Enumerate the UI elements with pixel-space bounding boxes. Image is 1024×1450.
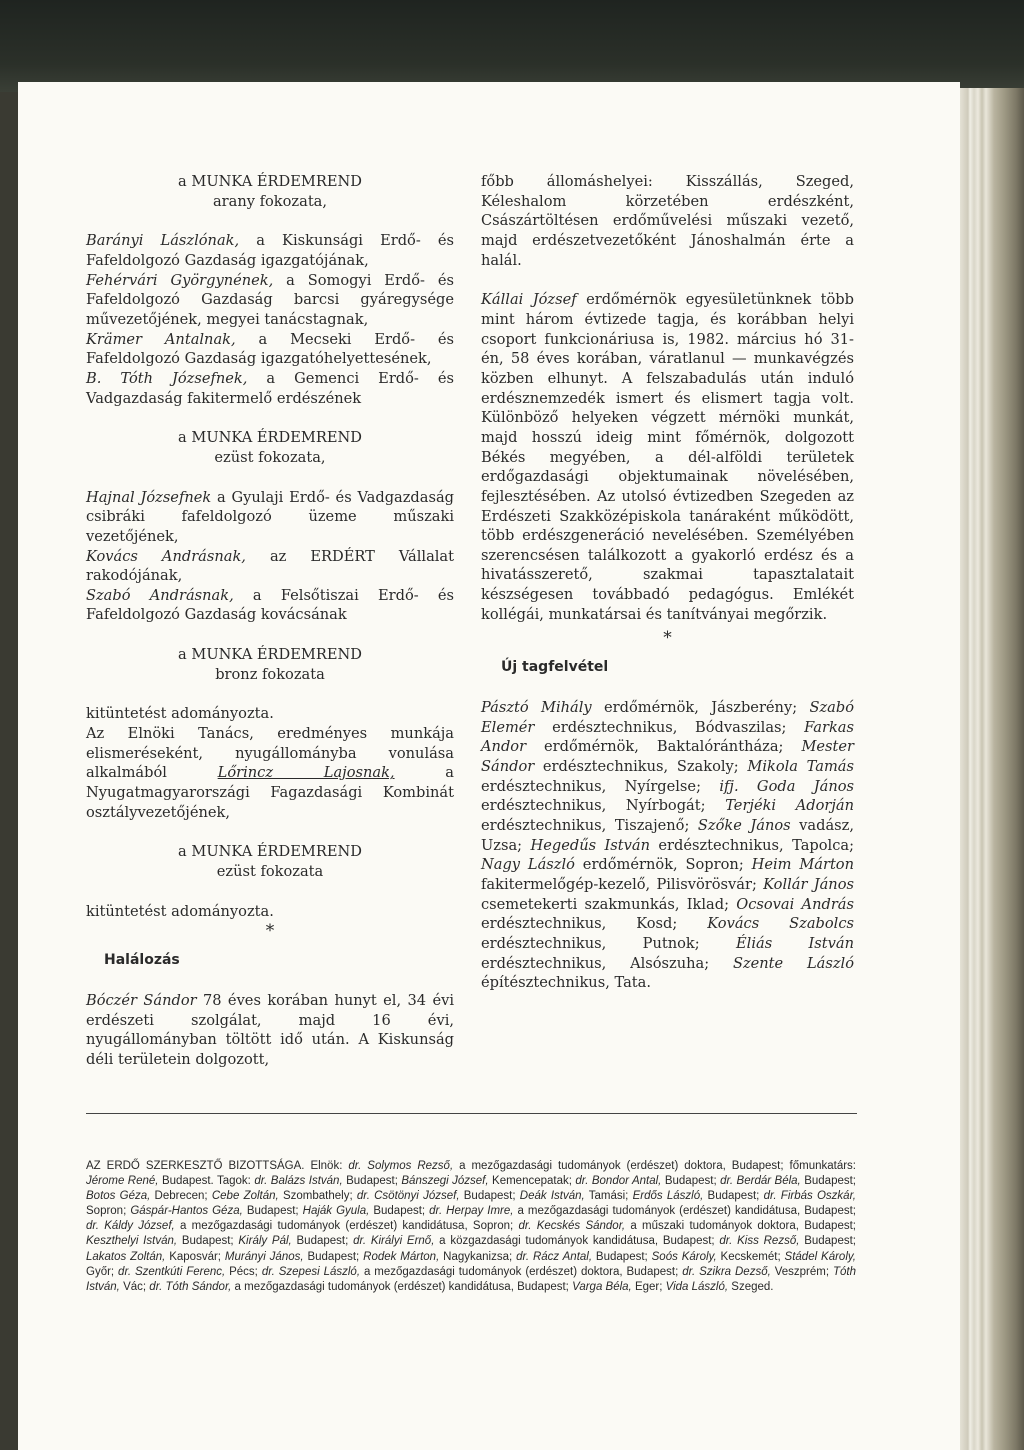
board-member-details: Győr; [86,1265,119,1278]
board-member-details: Szeged. [728,1280,774,1293]
recipient-name: Lőrincz Lajosnak, [217,764,395,782]
board-member-details: a mezőgazdasági tudományok (erdészet) doktora, Budapest; [360,1265,683,1278]
board-member-details: Kemencepatak; [488,1175,576,1188]
section-title-uj-tagfelvetel: Új tagfelvétel [501,659,609,676]
board-member-details: a mezőgazdasági tudományok (erdészet) kandidátusa, Budapest; [513,1205,856,1218]
board-member-name: dr. Firbás Oszkár, [763,1190,856,1203]
board-member-details: Kaposvár; [165,1250,225,1263]
board-member-name: Lakatos Zoltán, [86,1250,166,1263]
recipient-entry [86,547,454,586]
section-separator: * [265,921,275,942]
board-member-name: Deák István, [519,1190,585,1203]
award-grade: bronz fokozata [215,665,325,683]
recipient-text: a Mecseki Erdő- és Fafeldolgozó Gazdaság igazgatóhelyettesének, [86,330,454,368]
board-member-name: Murányi János, [224,1250,304,1263]
award-heading: a MUNKA ÉRDEMREND [178,646,362,664]
editorial-board-lead: AZ ERDŐ SZERKESZTŐ BIZOTTSÁGA. Elnök: [86,1160,349,1172]
board-member-name: dr. Bondor Antal, [575,1175,662,1188]
recipient-entry [86,369,454,408]
award-recipients [86,488,454,626]
board-member-name: Rodek Márton, [363,1250,440,1263]
book-page-edges [960,88,1024,1450]
elnoki-text: Az Elnöki Tanács, eredményes munkája elismeréseként, nyugállományba vonulása alkalmából [86,725,454,782]
board-member-details: Budapest; [242,1205,303,1218]
award-conclusion: kitüntetést adományozta. [86,902,274,920]
board-member-name: Varga Béla, [572,1280,632,1293]
recipient-name: Hajnal Józsefnek [86,488,212,506]
award-recipients [86,231,454,408]
member-name: Szőke János [697,817,791,835]
board-member-details: Vác; [119,1280,150,1293]
member-details: erdőmérnök, Baktalórántháza; [526,738,802,756]
board-member-name: dr. Balázs István, [254,1175,343,1188]
board-member-details: Pécs; [225,1265,262,1278]
recipient-entry [86,488,454,547]
board-member-details: Budapest; [177,1235,239,1248]
recipient-text: a Felsőtiszai Erdő- és Fafeldolgozó Gazdaság kovácsának [86,586,454,624]
section-title-halalozas: Halálozás [104,952,180,969]
board-member-details: Budapest; [459,1190,520,1203]
recipient-entry [86,271,454,330]
obituary-text: 78 éves korában hunyt el, 34 évi erdészeti szolgálat, majd 16 évi, nyugállományban töltött idő után. A Kiskunság déli területein dolgozott, [86,992,454,1068]
member-name: Szabó Elemér [481,699,854,736]
obituary-boczer [86,991,454,1070]
recipient-entry [86,330,454,369]
member-name: Terjéki Adorján [725,797,855,815]
board-member-details: Budapest; [303,1250,364,1263]
board-member-details: Budapest; [369,1205,430,1218]
member-details: erdésztechnikus, Bódvaszilas; [534,718,805,736]
member-details: fakitermelőgép-kezelő, Pilisvörösvár; [481,876,764,893]
member-details: erdésztechnikus, Kosd; [481,915,708,933]
member-details: erdésztechnikus, Alsószuha; [481,954,733,972]
member-details: építésztechnikus, Tata. [481,974,651,992]
board-member-details: Budapest; [800,1175,856,1188]
board-member-details: Budapest; [799,1235,856,1248]
member-name: Mester Sándor [481,738,854,776]
board-member-name: dr. Berdár Béla, [720,1175,801,1188]
section-separator: * [663,628,672,649]
board-member-details: Nagykanizsa; [439,1250,517,1263]
board-member-name: dr. Rácz Antal, [516,1250,593,1263]
recipient-name: Fehérvári Györgynének, [86,271,274,289]
deceased-name: Bóczér Sándor [86,992,197,1009]
recipient-text: a Gyulaji Erdő- és Vadgazdaság csibráki fafeldolgozó üzeme műszaki vezetőjének, [86,488,455,545]
board-member-name: Gáspár-Hantos Géza, [130,1205,243,1218]
board-member-name: dr. Szentkúti Ferenc, [118,1265,226,1278]
recipient-name: Szabó Andrásnak, [86,586,234,604]
board-member-name: dr. Szikra Dezső, [682,1265,771,1278]
member-name: Mikola Tamás [747,758,854,776]
board-member-details: Kecskemét; [716,1250,785,1263]
left-column [86,172,454,1070]
board-member-name: dr. Herpay Imre, [429,1205,514,1218]
board-member-details: a mezőgazdasági tudományok (erdészet) kandidátusa, Budapest; [231,1280,573,1293]
member-details: erdésztechnikus, Putnok; [481,934,737,952]
board-member-name: Haják Gyula, [302,1205,370,1218]
board-member-name: Tóth István, [86,1265,856,1293]
board-member-name: Erdős László, [632,1190,704,1203]
board-member-name: dr. Csötönyi József, [356,1190,460,1203]
board-member-details: Budapest; [703,1190,764,1203]
editorial-board-members [86,1160,856,1293]
new-members-list [481,698,854,993]
editorial-board [86,1159,856,1295]
recipient-text: a Kiskunsági Erdő- és Fafeldolgozó Gazdaság igazgatójának, [86,232,454,269]
recipient-name: B. Tóth Józsefnek, [86,369,248,387]
board-member-details: Budapest; [661,1175,721,1188]
board-member-details: Tamási; [584,1190,633,1203]
board-member-details: Budapest; [592,1250,652,1263]
recipient-text: a Gemenci Erdő- és Vadgazdaság fakitermelő erdészének [86,369,454,407]
member-name: Nagy László [481,856,575,874]
board-member-name: dr. Kiss Rezső, [719,1235,800,1248]
recipient-name: Barányi Lászlónak, [86,232,240,250]
award-heading: a MUNKA ÉRDEMREND [178,173,362,190]
board-member-details: a mezőgazdasági tudományok (erdészet) doktora, Budapest; főmunkatárs: [453,1160,856,1172]
board-member-name: Cebe Zoltán, [211,1190,279,1203]
board-member-name: dr. Solymos Rezső, [348,1160,454,1172]
footer-divider [86,1113,857,1114]
recipient-entry [86,586,454,625]
board-member-details: a közgazdasági tudományok kandidátusa, Budapest; [434,1235,720,1248]
board-member-name: dr. Tóth Sándor, [149,1280,232,1293]
recipient-text: a Somogyi Erdő- és Fafeldolgozó Gazdaság barcsi gyáregysége művezetőjének, megyei tanácstagnak, [86,271,454,328]
award-grade: ezüst fokozata, [214,448,326,466]
board-member-details: Budapest; [342,1175,402,1188]
member-details: erdésztechnikus, Szakoly; [534,758,748,776]
member-name: Heim Márton [751,856,854,874]
member-details: erdésztechnikus, Nyírgelse; [481,777,720,795]
board-member-name: Király Pál, [238,1235,292,1248]
book-background-top [0,0,1024,92]
member-name: Kollár János [763,876,854,893]
member-name: Szente László [732,954,854,972]
board-member-details: Debrecen; [150,1190,212,1203]
award-conclusion: kitüntetést adományozta. [86,705,274,723]
recipient-name: Kovács Andrásnak, [86,547,246,565]
recipient-entry [86,231,454,270]
board-member-name: Jérome René, [86,1175,159,1188]
member-name: Pásztó Mihály [481,699,592,717]
board-member-name: Stádel Károly, [784,1250,856,1263]
board-member-name: dr. Kecskés Sándor, [518,1220,626,1233]
obituary-kallai [481,290,854,624]
member-name: Kovács Szabolcs [707,915,855,933]
elnoki-text-end: a Nyugatmagyarországi Fagazdasági Kombinát osztályvezetőjének, [86,764,455,821]
award-grade: arany fokozata, [212,192,328,210]
board-member-name: Keszthelyi István, [86,1235,178,1248]
elnoki-paragraph [86,724,454,822]
award-heading: a MUNKA ÉRDEMREND [178,429,362,447]
board-member-details: a műszaki tudományok doktora, Budapest; [625,1220,856,1233]
obituary-boczer-continued: főbb állomáshelyei: Kisszállás, Szeged, Kéleshalom körzetében erdészként, Császártöltésen erdőművelési műszaki vezető, majd erdészetvezetőként Jánoshalmán érte a halál. [481,173,854,269]
board-member-name: Soós Károly, [651,1250,717,1263]
member-name: ifj. Goda János [719,777,854,795]
member-name: Hegedűs István [530,836,650,854]
member-details: erdésztechnikus, Tiszajenő; [481,817,698,835]
member-details: erdőmérnök, Jászberény; [591,699,810,717]
board-member-name: dr. Szepesi László, [261,1265,361,1278]
board-member-name: dr. Királyi Ernő, [353,1235,435,1248]
recipient-name: Krämer Antalnak, [86,330,236,348]
board-member-details: Budapest. Tagok: [158,1175,255,1188]
board-member-details: Eger; [631,1280,666,1293]
member-details: csemetekerti szakmunkás, Iklad; [481,895,737,913]
board-member-details: Budapest; [291,1235,354,1248]
right-column [481,172,854,993]
board-member-details: Sopron; [86,1205,131,1218]
recipient-text: az ERDÉRT Vállalat rakodójának, [86,547,455,585]
deceased-name: Kállai József [481,291,577,309]
board-member-name: Vida László, [665,1280,729,1293]
board-member-details: a mezőgazdasági tudományok (erdészet) kandidátusa, Sopron; [174,1220,519,1233]
board-member-name: dr. Káldy József, [86,1220,175,1233]
member-details: erdőmérnök, Sopron; [574,856,752,874]
member-name: Ocsovai András [736,895,854,913]
member-name: Farkas Andor [481,718,854,756]
board-member-name: Bánszegi József, [401,1175,489,1188]
award-grade: ezüst fokozata [216,863,324,881]
member-details: erdésztechnikus, Tapolca; [649,836,854,854]
member-details: vadász, Uzsa; [481,817,854,854]
obituary-text: erdőmérnök egyesületünknek több mint három évtizede tagja, és korábban helyi csoport funkcionáriusa is, 1982. március hó 31-én, 58 éves korában, váratlanul — munkavégzés közben elhunyt. A felszabadulás után induló erdésznemzedék ismert és elismert tagja volt. Különböző helyeken végzett mérnöki munkát, majd hosszú ideig mint főmérnök, dolgozott Békés megyében, a dél-alföldi területek erdőgazdasági objektumainak növelésében, fejlesztésében. Az utolsó évtizedben Szegeden az Erdészeti Szakközépiskola tanáraként működött, több erdészgeneráció nevelésében. Személyében szerencsésen találkozott a gyakorló erdész és a hivatásszerető, szakmai tapasztalatait készségesen továbbadó pedagógus. Emlékét kollégái, munkatársai és tanítványai megőrzik. [481,291,854,623]
board-member-name: Botos Géza, [86,1190,151,1203]
board-member-details: Szombathely; [278,1190,357,1203]
member-name: Éliás István [736,934,855,952]
board-member-details: Veszprém; [770,1265,833,1278]
member-details: erdésztechnikus, Nyírbogát; [481,797,726,815]
award-heading: a MUNKA ÉRDEMREND [178,843,362,861]
